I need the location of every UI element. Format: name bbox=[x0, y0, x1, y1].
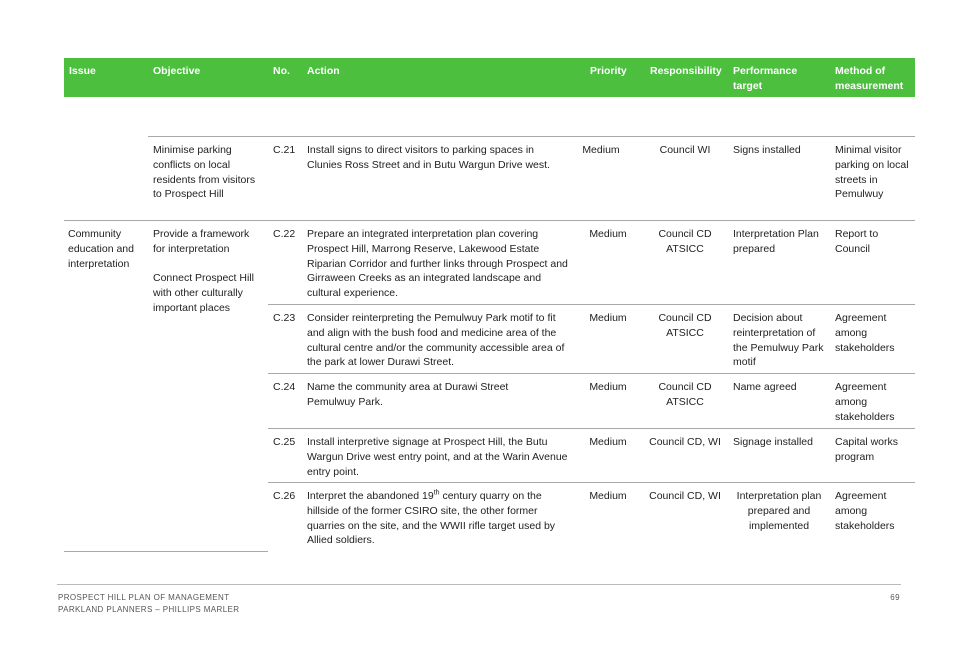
header-no: No. bbox=[273, 65, 290, 77]
action-text: Name the community area at Durawi Street Pemulwuy Park. bbox=[307, 381, 509, 408]
footer-title: PROSPECT HILL PLAN OF MANAGEMENT bbox=[58, 593, 230, 602]
action-number: C.24 bbox=[273, 381, 296, 393]
performance-target-value: Signs installed bbox=[733, 144, 801, 156]
priority-value: Medium bbox=[589, 436, 627, 448]
row-divider bbox=[268, 304, 915, 305]
header-performance-target: Performance target bbox=[733, 65, 798, 92]
performance-target-value: Name agreed bbox=[733, 381, 797, 393]
row-divider bbox=[148, 136, 915, 137]
method-value: Agreement among stakeholders bbox=[835, 381, 895, 423]
ordinal-suffix: th bbox=[433, 489, 440, 497]
action-text: Consider reinterpreting the Pemulwuy Park motif to fit and align with the bush food and medicine area of the cultural centre and/or the community accessible area of the park at lower Durawi Street. bbox=[307, 312, 565, 369]
action-text-start: Interpret the abandoned 19 bbox=[307, 490, 434, 502]
header-objective: Objective bbox=[153, 65, 201, 77]
action-number: C.25 bbox=[273, 436, 296, 448]
header-method: Method of measurement bbox=[835, 65, 904, 92]
action-number: C.26 bbox=[273, 490, 296, 502]
performance-target-value: Interpretation Plan prepared bbox=[733, 228, 819, 255]
method-value: Capital works program bbox=[835, 436, 899, 463]
action-text: Install interpretive signage at Prospect Hill, the Butu Wargun Drive west entry point, and at the Warin Avenue entry point. bbox=[307, 436, 568, 478]
action-text bbox=[307, 489, 569, 548]
issue-text: Community education and interpretation bbox=[68, 228, 134, 270]
objective-text: Connect Prospect Hill with other culturally important places bbox=[153, 272, 254, 314]
row-divider bbox=[268, 428, 915, 429]
priority-value: Medium bbox=[589, 381, 627, 393]
page-number: 69 bbox=[890, 593, 900, 602]
action-text: Install signs to direct visitors to parking spaces in Clunies Ross Street and in Butu Wargun Drive west. bbox=[307, 144, 550, 171]
responsibility-value: Council CD, WI bbox=[649, 436, 721, 448]
responsibility-value: Council CD ATSICC bbox=[658, 312, 712, 339]
footer-rule bbox=[57, 584, 901, 585]
action-number: C.22 bbox=[273, 228, 296, 240]
responsibility-value: Council WI bbox=[659, 144, 711, 156]
table-end-line bbox=[64, 551, 268, 552]
method-value: Minimal visitor parking on local streets in Pemulwuy bbox=[835, 144, 909, 201]
header-action: Action bbox=[307, 65, 340, 77]
header-priority: Priority bbox=[590, 65, 627, 77]
action-text-end: century quarry on the hillside of the former CSIRO site, the other former quarries on the site, and the WWII rifle target used by Allied soldiers. bbox=[307, 490, 556, 547]
row-divider bbox=[268, 482, 915, 483]
method-value: Agreement among stakeholders bbox=[835, 490, 895, 532]
responsibility-value: Council CD ATSICC bbox=[658, 228, 712, 255]
action-text: Prepare an integrated interpretation plan covering Prospect Hill, Marrong Reserve, Lakewood Estate Riparian Corridor and further links through Prospect and Girraween Creeks as an integrated landscape and cultural experience. bbox=[307, 228, 568, 300]
row-divider bbox=[268, 373, 915, 374]
performance-target-value: Interpretation plan prepared and implemented bbox=[736, 490, 822, 532]
responsibility-value: Council CD ATSICC bbox=[658, 381, 712, 408]
performance-target-value: Decision about reinterpretation of the Pemulwuy Park motif bbox=[733, 312, 824, 369]
priority-value: Medium bbox=[589, 490, 627, 502]
priority-value: Medium bbox=[589, 228, 627, 240]
action-number: C.21 bbox=[273, 144, 296, 156]
footer-authors: PARKLAND PLANNERS – PHILLIPS MARLER bbox=[58, 605, 240, 614]
objective-text: Provide a framework for interpretation bbox=[153, 228, 250, 255]
objective-text: Minimise parking conflicts on local residents from visitors to Prospect Hill bbox=[153, 144, 256, 201]
method-value: Report to Council bbox=[835, 228, 879, 255]
group-divider bbox=[64, 220, 915, 221]
responsibility-value: Council CD, WI bbox=[649, 490, 721, 502]
header-responsibility: Responsibility bbox=[650, 65, 722, 77]
priority-value: Medium bbox=[589, 312, 627, 324]
priority-value: Medium bbox=[582, 144, 620, 156]
table-header bbox=[64, 58, 915, 97]
method-value: Agreement among stakeholders bbox=[835, 312, 895, 354]
performance-target-value: Signage installed bbox=[733, 436, 813, 448]
action-number: C.23 bbox=[273, 312, 296, 324]
header-issue: Issue bbox=[69, 65, 96, 77]
